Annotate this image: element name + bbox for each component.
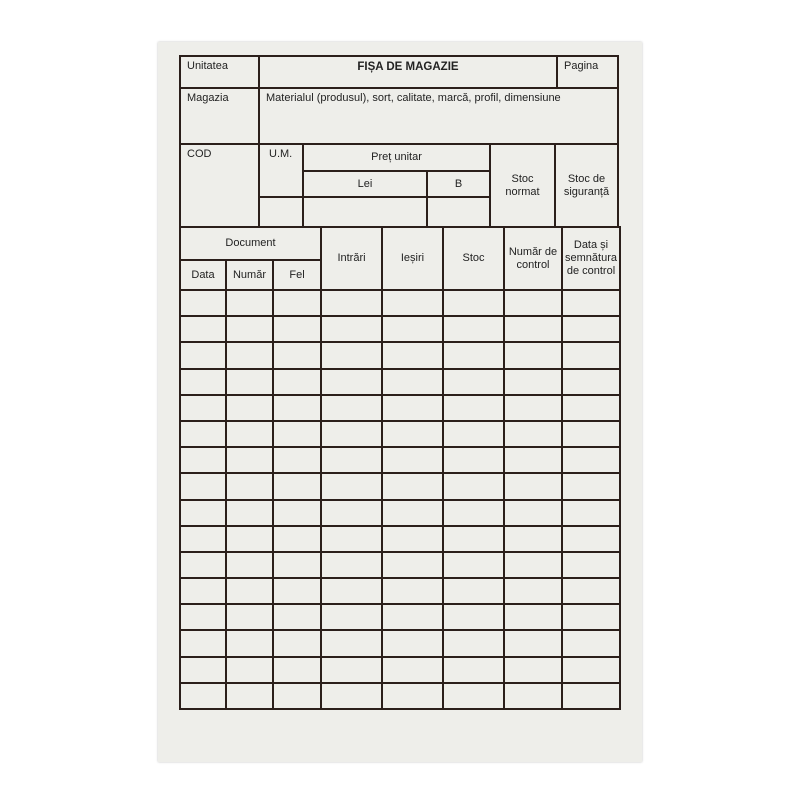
table-cell-data-semnatura[interactable] — [561, 341, 621, 370]
table-cell-intrari[interactable] — [320, 499, 383, 527]
table-cell-iesiri[interactable] — [381, 499, 444, 527]
table-cell-stoc[interactable] — [442, 656, 505, 684]
table-cell-data[interactable] — [179, 577, 227, 605]
table-cell-stoc[interactable] — [442, 577, 505, 605]
table-cell-data[interactable] — [179, 420, 227, 448]
table-cell-fel[interactable] — [272, 577, 322, 605]
column-header-label: Data — [191, 268, 215, 281]
table-cell-numar-control[interactable] — [503, 394, 563, 422]
column-header-iesiri — [381, 226, 444, 291]
table-cell-intrari[interactable] — [320, 315, 383, 343]
table-cell-iesiri[interactable] — [381, 368, 444, 396]
table-cell-numar[interactable] — [225, 289, 274, 317]
table-cell-stoc[interactable] — [442, 525, 505, 553]
table-cell-data-semnatura[interactable] — [561, 656, 621, 684]
table-cell-numar[interactable] — [225, 394, 274, 422]
b-header — [426, 170, 491, 198]
table-cell-data[interactable] — [179, 603, 227, 631]
table-cell-numar-control[interactable] — [503, 499, 563, 527]
b-label: B — [454, 177, 463, 190]
table-cell-data-semnatura[interactable] — [561, 499, 621, 527]
table-cell-stoc[interactable] — [442, 420, 505, 448]
table-cell-iesiri[interactable] — [381, 394, 444, 422]
table-cell-numar[interactable] — [225, 577, 274, 605]
table-cell-data[interactable] — [179, 368, 227, 396]
magazia-label: Magazia — [187, 92, 229, 104]
table-cell-numar-control[interactable] — [503, 629, 563, 658]
table-cell-iesiri[interactable] — [381, 472, 444, 501]
table-cell-numar[interactable] — [225, 341, 274, 370]
cod-label: COD — [187, 148, 212, 160]
lei-label: Lei — [357, 177, 373, 190]
table-cell-stoc[interactable] — [442, 603, 505, 631]
table-cell-iesiri[interactable] — [381, 315, 444, 343]
table-cell-data[interactable] — [179, 656, 227, 684]
table-cell-iesiri[interactable] — [381, 603, 444, 631]
table-cell-data-semnatura[interactable] — [561, 315, 621, 343]
um-label: U.M. — [269, 148, 293, 160]
table-cell-data-semnatura[interactable] — [561, 472, 621, 501]
table-cell-fel[interactable] — [272, 499, 322, 527]
table-cell-data-semnatura[interactable] — [561, 525, 621, 553]
table-cell-stoc[interactable] — [442, 315, 505, 343]
table-cell-iesiri[interactable] — [381, 341, 444, 370]
table-cell-numar[interactable] — [225, 603, 274, 631]
table-cell-numar-control[interactable] — [503, 682, 563, 710]
table-cell-stoc[interactable] — [442, 682, 505, 710]
table-cell-stoc[interactable] — [442, 551, 505, 579]
table-cell-fel[interactable] — [272, 315, 322, 343]
magazia-field[interactable] — [179, 87, 260, 145]
table-cell-stoc[interactable] — [442, 289, 505, 317]
table-cell-numar[interactable] — [225, 525, 274, 553]
unitatea-label: Unitatea — [187, 60, 228, 72]
stoc-normat-field[interactable] — [489, 143, 556, 228]
um-header — [258, 143, 304, 198]
table-cell-stoc[interactable] — [442, 446, 505, 474]
document-header — [179, 226, 322, 261]
table-cell-fel[interactable] — [272, 682, 322, 710]
table-cell-data-semnatura[interactable] — [561, 551, 621, 579]
table-cell-fel[interactable] — [272, 420, 322, 448]
table-cell-numar-control[interactable] — [503, 368, 563, 396]
table-cell-data-semnatura[interactable] — [561, 629, 621, 658]
pagina-label: Pagina — [564, 60, 599, 72]
table-cell-stoc[interactable] — [442, 472, 505, 501]
table-cell-numar-control[interactable] — [503, 315, 563, 343]
table-cell-stoc[interactable] — [442, 499, 505, 527]
column-header-label: Data și semnătura de control — [565, 239, 617, 277]
form-title-text: FIȘA DE MAGAZIE — [357, 61, 459, 73]
table-cell-data-semnatura[interactable] — [561, 603, 621, 631]
table-cell-numar-control[interactable] — [503, 289, 563, 317]
pagina-field[interactable] — [556, 55, 619, 89]
pret-unitar-header — [302, 143, 491, 172]
table-cell-data[interactable] — [179, 525, 227, 553]
table-cell-numar[interactable] — [225, 420, 274, 448]
column-header-data — [179, 259, 227, 291]
table-cell-intrari[interactable] — [320, 472, 383, 501]
table-cell-numar[interactable] — [225, 682, 274, 710]
table-cell-intrari[interactable] — [320, 603, 383, 631]
table-cell-data[interactable] — [179, 629, 227, 658]
table-cell-data[interactable] — [179, 341, 227, 370]
table-cell-data-semnatura[interactable] — [561, 394, 621, 422]
table-cell-numar[interactable] — [225, 551, 274, 579]
table-cell-iesiri[interactable] — [381, 682, 444, 710]
column-header-label: Fel — [289, 268, 305, 281]
table-cell-data[interactable] — [179, 289, 227, 317]
column-header-label: Număr — [232, 268, 266, 281]
table-cell-numar[interactable] — [225, 446, 274, 474]
document-label: Document — [225, 237, 276, 249]
table-cell-intrari[interactable] — [320, 368, 383, 396]
table-cell-numar-control[interactable] — [503, 577, 563, 605]
table-cell-data-semnatura[interactable] — [561, 682, 621, 710]
pret-unitar-label: Preț unitar — [371, 151, 422, 163]
table-cell-stoc[interactable] — [442, 368, 505, 396]
table-cell-fel[interactable] — [272, 289, 322, 317]
table-cell-intrari[interactable] — [320, 577, 383, 605]
table-cell-fel[interactable] — [272, 656, 322, 684]
table-cell-intrari[interactable] — [320, 682, 383, 710]
table-cell-numar-control[interactable] — [503, 525, 563, 553]
table-cell-intrari[interactable] — [320, 394, 383, 422]
table-cell-intrari[interactable] — [320, 551, 383, 579]
table-cell-intrari[interactable] — [320, 289, 383, 317]
table-cell-numar[interactable] — [225, 499, 274, 527]
lei-value-field[interactable] — [302, 196, 428, 228]
table-cell-numar[interactable] — [225, 629, 274, 658]
column-header-label: Stoc — [462, 252, 485, 264]
table-cell-data-semnatura[interactable] — [561, 577, 621, 605]
column-header-data-semnatura — [561, 226, 621, 291]
column-header-fel — [272, 259, 322, 291]
stoc-siguranta-field[interactable] — [554, 143, 619, 228]
table-cell-fel[interactable] — [272, 394, 322, 422]
table-cell-iesiri[interactable] — [381, 577, 444, 605]
table-cell-data-semnatura[interactable] — [561, 420, 621, 448]
table-cell-iesiri[interactable] — [381, 656, 444, 684]
stoc-normat-label: Stoc normat — [505, 172, 540, 198]
table-cell-data[interactable] — [179, 315, 227, 343]
table-cell-stoc[interactable] — [442, 394, 505, 422]
table-cell-iesiri[interactable] — [381, 446, 444, 474]
table-cell-numar-control[interactable] — [503, 603, 563, 631]
table-cell-data[interactable] — [179, 682, 227, 710]
table-cell-numar-control[interactable] — [503, 341, 563, 370]
column-header-numar-control — [503, 226, 563, 291]
table-cell-data[interactable] — [179, 499, 227, 527]
table-cell-numar-control[interactable] — [503, 472, 563, 501]
table-cell-numar[interactable] — [225, 472, 274, 501]
table-cell-data-semnatura[interactable] — [561, 368, 621, 396]
table-cell-intrari[interactable] — [320, 525, 383, 553]
unitatea-field[interactable] — [179, 55, 260, 89]
table-cell-iesiri[interactable] — [381, 551, 444, 579]
table-cell-numar[interactable] — [225, 656, 274, 684]
material-label: Materialul (produsul), sort, calitate, marcă, profil, dimensiune — [266, 92, 561, 104]
b-value-field[interactable] — [426, 196, 491, 228]
stoc-siguranta-label: Stoc de siguranță — [563, 172, 610, 198]
table-cell-stoc[interactable] — [442, 629, 505, 658]
material-field[interactable] — [258, 87, 619, 145]
table-cell-data[interactable] — [179, 472, 227, 501]
table-cell-iesiri[interactable] — [381, 525, 444, 553]
table-cell-intrari[interactable] — [320, 656, 383, 684]
form-title — [258, 55, 558, 89]
column-header-numar — [225, 259, 274, 291]
table-cell-numar-control[interactable] — [503, 420, 563, 448]
table-cell-data-semnatura[interactable] — [561, 446, 621, 474]
table-cell-iesiri[interactable] — [381, 629, 444, 658]
table-cell-fel[interactable] — [272, 368, 322, 396]
table-cell-iesiri[interactable] — [381, 420, 444, 448]
table-cell-data-semnatura[interactable] — [561, 289, 621, 317]
table-cell-intrari[interactable] — [320, 629, 383, 658]
table-cell-fel[interactable] — [272, 629, 322, 658]
column-header-label: Număr de control — [508, 245, 558, 271]
column-header-intrari — [320, 226, 383, 291]
table-cell-fel[interactable] — [272, 472, 322, 501]
column-header-label: Ieșiri — [400, 252, 425, 264]
table-cell-data[interactable] — [179, 446, 227, 474]
table-cell-numar-control[interactable] — [503, 446, 563, 474]
column-header-stoc — [442, 226, 505, 291]
table-cell-iesiri[interactable] — [381, 289, 444, 317]
table-cell-fel[interactable] — [272, 525, 322, 553]
table-cell-fel[interactable] — [272, 446, 322, 474]
table-cell-intrari[interactable] — [320, 341, 383, 370]
table-cell-numar[interactable] — [225, 315, 274, 343]
table-cell-fel[interactable] — [272, 551, 322, 579]
table-cell-intrari[interactable] — [320, 446, 383, 474]
table-cell-numar-control[interactable] — [503, 656, 563, 684]
table-cell-data[interactable] — [179, 394, 227, 422]
table-cell-stoc[interactable] — [442, 341, 505, 370]
table-cell-numar[interactable] — [225, 368, 274, 396]
column-header-label: Intrări — [337, 252, 366, 264]
table-cell-fel[interactable] — [272, 341, 322, 370]
lei-header — [302, 170, 428, 198]
um-value-field[interactable] — [258, 196, 304, 228]
table-cell-fel[interactable] — [272, 603, 322, 631]
table-cell-data[interactable] — [179, 551, 227, 579]
table-cell-numar-control[interactable] — [503, 551, 563, 579]
table-cell-intrari[interactable] — [320, 420, 383, 448]
cod-field[interactable] — [179, 143, 260, 228]
